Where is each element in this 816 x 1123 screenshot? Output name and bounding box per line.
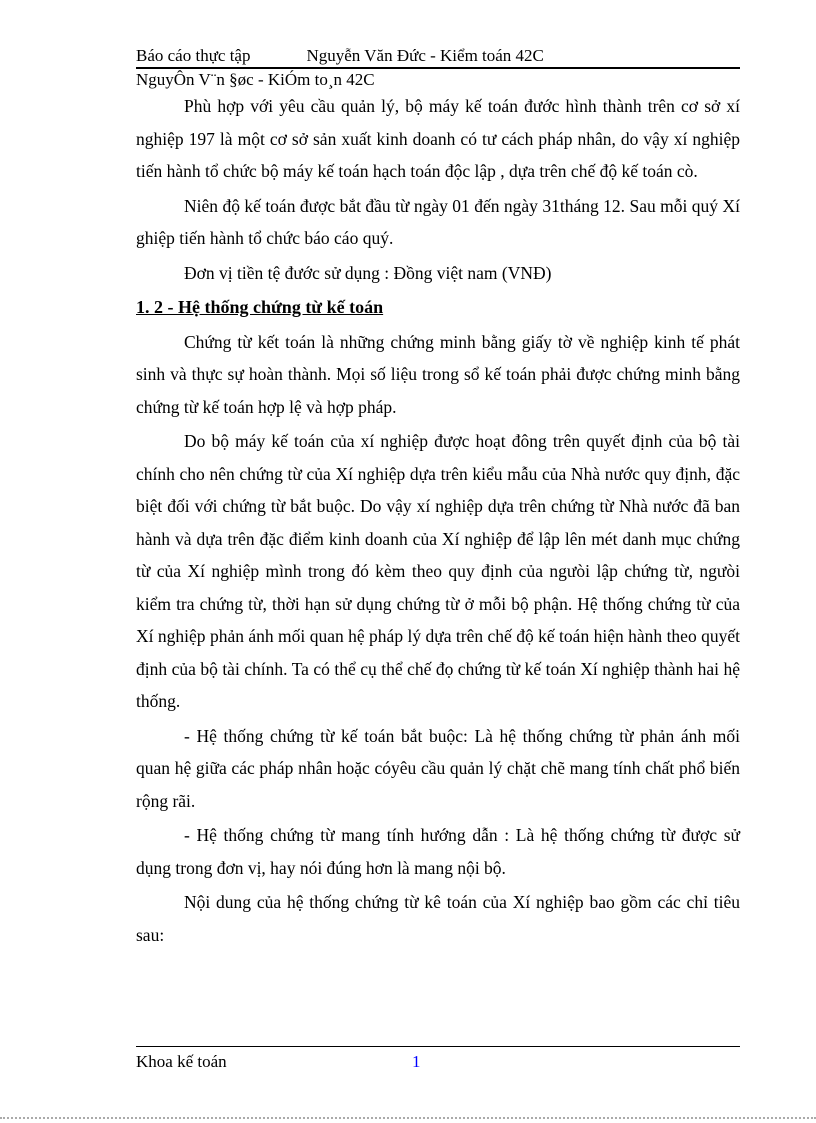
- header-running-title: [136, 46, 740, 69]
- footer-department: Khoa kế toán: [136, 1052, 227, 1071]
- body-paragraph: Đơn vị tiền tệ đước sử dụng : Đồng việt nam (VNĐ): [184, 262, 552, 283]
- header-author: Nguyễn Văn Đức - Kiểm toán 42C: [306, 46, 544, 65]
- document-body: [136, 90, 740, 951]
- body-paragraph: Niên độ kế toán được bắt đầu từ ngày 01 đến ngày 31tháng 12. Sau mỗi quý Xí ghiệp tiến hành tổ chức báo cáo quý.: [136, 195, 740, 248]
- page-break-dotted-line: [0, 1117, 816, 1119]
- body-paragraph-list-item: - Hệ thống chứng từ mang tính hướng dẫn : Là hệ thống chứng từ được sử dụng trong đơn vị, hay nói đúng hơn là mang nội bộ.: [136, 825, 740, 878]
- body-paragraph: Nội dung của hệ thống chứng từ kê toán của Xí nghiệp bao gồm các chỉ tiêu sau:: [136, 892, 740, 945]
- body-paragraph: Chứng từ kết toán là những chứng minh bằng giấy tờ về nghiệp kinh tế phát sinh và thực sự hoàn thành. Mọi số liệu trong sổ kế toán phải được chứng minh bằng chứng từ kế toán hợp lệ và hợp pháp.: [136, 331, 740, 417]
- section-heading: 1. 2 - Hệ thống chứng từ kế toán: [136, 297, 384, 317]
- page-header: [136, 46, 740, 90]
- body-paragraph: Phù hợp với yêu cầu quản lý, bộ máy kế toán đước hình thành trên cơ sở xí nghiệp 197 là một cơ sở sản xuất kinh doanh có tư cách pháp nhân, do vậy xí nghiệp tiến hành tổ chức bộ máy kế toán hạch toán độc lập , dựa trên chế độ kế toán cò.: [136, 96, 740, 181]
- footer-page-number: 1: [412, 1052, 421, 1071]
- header-author-legacy-encoding: NguyÔn V¨n §øc - KiÓm to¸n 42C: [136, 70, 375, 89]
- body-paragraph: Do bộ máy kế toán của xí nghiệp được hoạt đông trên quyết định của bộ tài chính cho nên chứng từ của Xí nghiệp dựa trên kiểu mẫu của Nhà nước quy định, đặc biệt đối với chứng từ bắt buộc. Do vậy xí nghiệp dựa trên chứng từ Nhà nước đã ban hành và dựa trên đặc điểm kinh doanh của Xí nghiệp để lập lên mét danh mục chứng từ của Xí nghiệp mình trong đó kèm theo quy định của ngưòi lập chứng từ, ngưòi kiểm tra chứng từ, thời hạn sử dụng chứng từ ở mỗi bộ phận. Hệ thống chứng từ của Xí nghiệp phản ánh mối quan hệ pháp lý dựa trên chế độ kế toán hiện hành theo quyết định của bộ tài chính. Ta có thể cụ thể chế đọ chứng từ kế toán Xí nghiệp thành hai hệ thống.: [136, 431, 740, 711]
- header-doc-title: Báo cáo thực tập: [136, 46, 251, 65]
- body-paragraph-list-item: - Hệ thống chứng từ kế toán bắt buộc: Là hệ thống chứng từ phản ánh mối quan hệ giữa các pháp nhân hoặc cóyêu cầu quản lý chặt chẽ mang tính chất phổ biến rộng rãi.: [136, 725, 740, 811]
- page-footer: [136, 1046, 740, 1072]
